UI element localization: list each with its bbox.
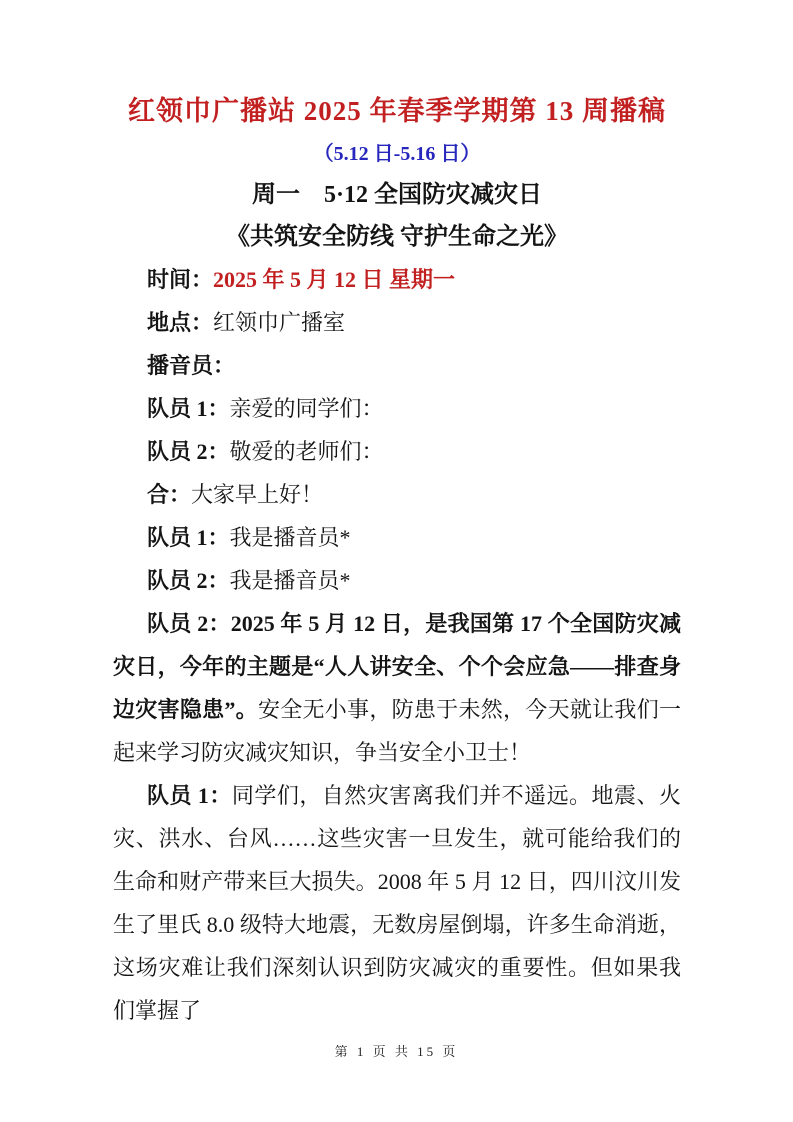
speaker-label: 合： [147, 482, 192, 507]
paragraph-bold-segment: 队员 2：2025 年 5 月 12 日，是我国第 17 个全国防灾减灾日，今年的主题是“人人讲安全、个个会应急——排查身边灾害隐患”。 [113, 611, 681, 722]
dialog-line [113, 387, 681, 430]
paragraph-normal-segment: 安全无小事，防患于未然，今天就让我们一起来学习防灾减灾知识，争当安全小卫士！ [113, 697, 681, 765]
place-label: 地点： [147, 310, 214, 335]
time-label: 时间： [147, 267, 214, 292]
document-body [113, 258, 681, 1032]
dialog-line [113, 473, 681, 516]
page-number-indicator: 第 1 页 共 15 页 [334, 1044, 459, 1059]
announcer-line [113, 344, 681, 387]
speaker-text: 亲爱的同学们： [229, 396, 384, 421]
dialog-paragraph [113, 602, 681, 774]
section-subtitle: 《共筑安全防线 守护生命之光》 [226, 224, 568, 250]
section-heading: 周一 5·12 全国防灾减灾日 [251, 182, 542, 208]
paragraph-bold-segment: 队员 1： [147, 783, 232, 808]
paragraph-normal-segment: 同学们，自然灾害离我们并不遥远。地震、火灾、洪水、台风……这些灾害一旦发生，就可能给我们的生命和财产带来巨大损失。2008 年 5 月 12 日，四川汶川发生了里氏 8.0 级特大地震，无数房屋倒塌，许多生命消逝，这场灾难让我们深刻认识到防灾减灾的重要性。但如果我们掌握了 [113, 783, 681, 1023]
speaker-text: 大家早上好！ [191, 482, 324, 507]
dialog-line [113, 559, 681, 602]
document-title: 红领巾广播站 2025 年春季学期第 13 周播稿 [128, 96, 666, 126]
dialog-line [113, 516, 681, 559]
date-range: （5.12 日-5.16 日） [313, 143, 481, 165]
time-value: 2025 年 5 月 12 日 星期一 [213, 267, 456, 292]
speaker-text: 我是播音员* [229, 568, 351, 593]
speaker-label: 队员 2： [147, 439, 230, 464]
speaker-text: 敬爱的老师们： [229, 439, 384, 464]
dialog-paragraph [113, 774, 681, 1032]
announcer-label: 播音员： [147, 353, 236, 378]
speaker-text: 我是播音员* [229, 525, 351, 550]
speaker-label: 队员 1： [147, 525, 230, 550]
speaker-label: 队员 1： [147, 396, 230, 421]
place-line [113, 301, 681, 344]
time-line [113, 258, 681, 301]
dialog-line [113, 430, 681, 473]
speaker-label: 队员 2： [147, 568, 230, 593]
place-value: 红领巾广播室 [213, 310, 346, 335]
